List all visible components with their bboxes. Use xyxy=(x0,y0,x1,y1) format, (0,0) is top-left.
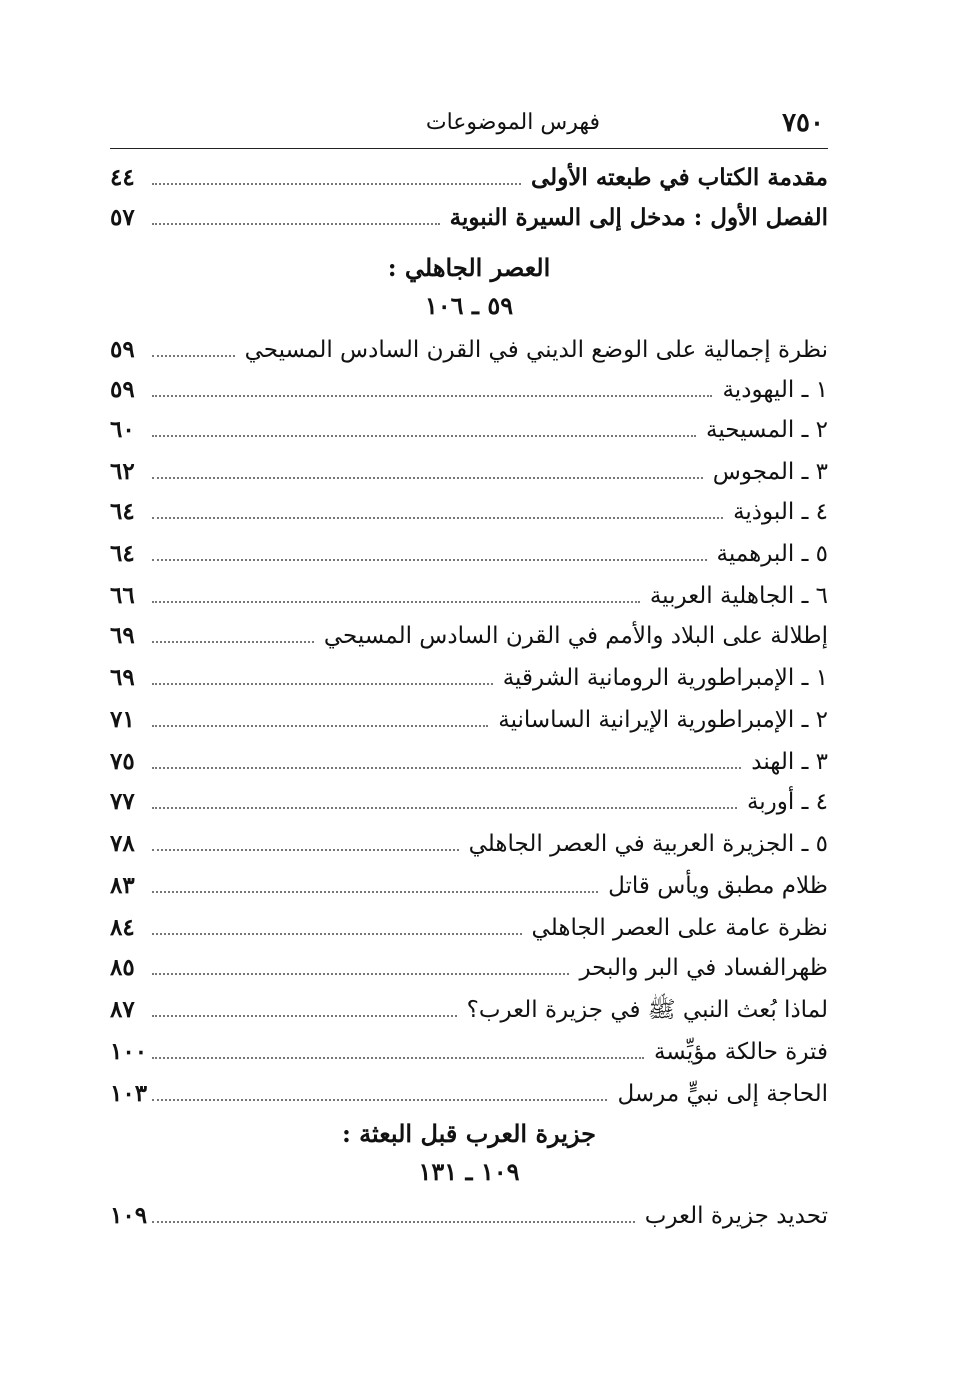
leader-dots xyxy=(152,725,488,727)
leader-dots xyxy=(152,973,569,975)
section-range: ٥٩ ـ ١٠٦ xyxy=(424,291,514,320)
toc-entry-title: الفصل الأول : مدخل إلى السيرة النبوية xyxy=(449,204,828,231)
toc-entry-title: فترة حالكة مؤيِّسة xyxy=(653,1039,828,1065)
leader-dots xyxy=(152,395,712,397)
toc-entry-page: ٦٦ xyxy=(110,582,135,609)
toc-entry-title: ٦ ـ الجاهلية العربية xyxy=(649,583,828,609)
leader-dots xyxy=(152,601,640,603)
leader-dots xyxy=(152,517,723,519)
toc-entry-page: ٨٧ xyxy=(110,996,135,1023)
toc-entry xyxy=(110,198,828,238)
toc-entry xyxy=(110,990,828,1030)
leader-dots xyxy=(152,807,737,809)
toc-entry-title: نظرة إجمالية على الوضع الديني في القرن السادس المسيحي xyxy=(244,337,828,363)
toc-entry-title: ٤ ـ أوربة xyxy=(746,789,828,815)
toc-entry xyxy=(110,866,828,906)
toc-entry xyxy=(110,534,828,574)
toc-entry xyxy=(110,948,828,988)
leader-dots xyxy=(152,1015,457,1017)
toc-entry-title: ٥ ـ الجزيرة العربية في العصر الجاهلي xyxy=(468,831,828,857)
leader-dots xyxy=(152,891,598,893)
toc-entry-title: نظرة عامة على العصر الجاهلي xyxy=(531,915,828,941)
toc-entry xyxy=(110,700,828,740)
toc-entry-title: الحاجة إلى نبيٍّ مرسل xyxy=(617,1081,828,1107)
toc-entry-title: ٤ ـ البوذية xyxy=(733,499,828,525)
toc-entry-title: ٥ ـ البرهمية xyxy=(716,541,828,567)
leader-dots xyxy=(152,559,707,561)
leader-dots xyxy=(152,1057,644,1059)
toc-entry-title: مقدمة الكتاب في طبعته الأولى xyxy=(531,164,828,191)
toc-entry xyxy=(110,1032,828,1072)
page-number: ٧٥٠ xyxy=(782,108,824,138)
page-header xyxy=(110,100,828,149)
leader-dots xyxy=(152,1099,607,1101)
toc-entry-title: ١ ـ الإمبراطورية الرومانية الشرقية xyxy=(502,665,828,691)
toc-entry-title: ٣ ـ الهند xyxy=(751,749,828,775)
toc-entry-page: ٦٩ xyxy=(110,664,135,691)
section-range: ١٠٩ ـ ١٣١ xyxy=(418,1157,520,1186)
toc-entry-page: ٨٥ xyxy=(110,954,135,981)
leader-dots xyxy=(152,849,459,851)
toc-entry xyxy=(110,492,828,532)
toc-entry-title: ظلام مطبق ويأس قاتل xyxy=(608,873,828,899)
leader-dots xyxy=(152,355,235,357)
toc-entry xyxy=(110,742,828,782)
leader-dots xyxy=(152,683,493,685)
leader-dots xyxy=(152,183,521,185)
toc-entry-page: ٦٤ xyxy=(110,498,135,525)
toc-entry xyxy=(110,452,828,492)
toc-entry-page: ٥٩ xyxy=(110,376,135,403)
section-heading: جزيرة العرب قبل البعثة : xyxy=(341,1119,597,1148)
leader-dots xyxy=(152,223,440,225)
toc-entry-title: إطلالة على البلاد والأمم في القرن السادس المسيحي xyxy=(323,623,828,649)
toc-entry xyxy=(110,824,828,864)
toc-entry-title: ٢ ـ المسيحية xyxy=(706,417,828,443)
toc-entry-page: ٥٩ xyxy=(110,336,135,363)
leader-dots xyxy=(152,435,696,437)
toc-entry xyxy=(110,330,828,370)
toc-entry-title: تحديد جزيرة العرب xyxy=(644,1203,828,1229)
toc-entry-page: ٧٨ xyxy=(110,830,135,857)
section-heading: العصر الجاهلي : xyxy=(387,253,551,282)
toc-entry-page: ٨٣ xyxy=(110,872,135,899)
leader-dots xyxy=(152,477,703,479)
toc-entry-page: ١٠٩ xyxy=(110,1202,148,1229)
toc-entry-page: ٨٤ xyxy=(110,914,135,941)
toc-entry-page: ٦٩ xyxy=(110,622,135,649)
leader-dots xyxy=(152,767,741,769)
toc-entry xyxy=(110,158,828,198)
toc-entry xyxy=(110,1074,828,1114)
toc-entry-title: ٢ ـ الإمبراطورية الإيرانية الساسانية xyxy=(498,707,828,733)
toc-entry-page: ٥٧ xyxy=(110,204,135,231)
toc-entry xyxy=(110,576,828,616)
leader-dots xyxy=(152,641,314,643)
leader-dots xyxy=(152,1221,635,1223)
toc-entry-title: لماذا بُعث النبي ﷺ في جزيرة العرب؟ xyxy=(466,997,828,1023)
toc-entry-page: ٤٤ xyxy=(110,164,135,191)
toc-entry xyxy=(110,616,828,656)
toc-entry-title: ٣ ـ المجوس xyxy=(712,459,828,485)
toc-entry-page: ٧٧ xyxy=(110,788,135,815)
toc-entry xyxy=(110,1196,828,1236)
toc-entry-page: ١٠٣ xyxy=(110,1080,148,1107)
toc-entry-page: ٦٠ xyxy=(110,416,135,443)
toc-entry-title: ١ ـ اليهودية xyxy=(722,377,828,403)
toc-entry xyxy=(110,908,828,948)
toc-entry-page: ٦٤ xyxy=(110,540,135,567)
header-title: فهرس الموضوعات xyxy=(425,110,600,135)
toc-entry-page: ٧٥ xyxy=(110,748,135,775)
toc-entry xyxy=(110,658,828,698)
toc-entry-page: ٦٢ xyxy=(110,458,135,485)
toc-entry xyxy=(110,782,828,822)
leader-dots xyxy=(152,933,522,935)
toc-entry-page: ٧١ xyxy=(110,706,135,733)
toc-entry-page: ١٠٠ xyxy=(110,1038,148,1065)
toc-entry-title: ظهرالفساد في البر والبحر xyxy=(579,955,828,981)
toc-entry xyxy=(110,410,828,450)
toc-entry xyxy=(110,370,828,410)
